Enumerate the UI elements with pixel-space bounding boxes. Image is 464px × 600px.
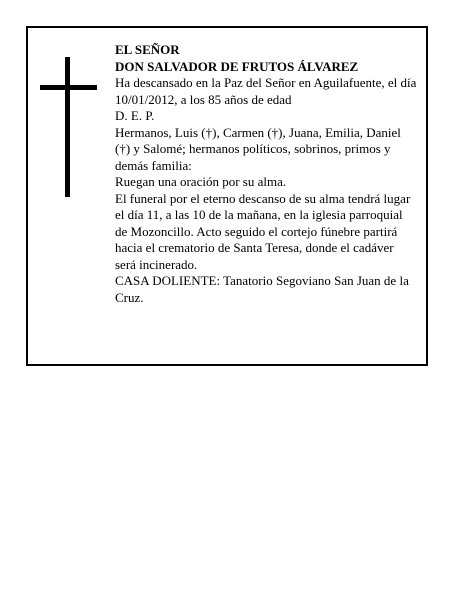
cross-vertical-bar [65, 57, 70, 197]
casa-doliente: CASA DOLIENTE: Tanatorio Segoviano San Juan de la Cruz. [115, 273, 409, 305]
notice-title-line1: EL SEÑOR [115, 42, 180, 57]
prayer-request: Ruegan una oración por su alma. [115, 174, 287, 189]
deceased-name: DON SALVADOR DE FRUTOS ÁLVAREZ [115, 58, 359, 74]
rip-line: D. E. P. [115, 108, 155, 123]
obituary-notice [26, 26, 428, 366]
family-list: Hermanos, Luis (†), Carmen (†), Juana, Emilia, Daniel (†) y Salomé; hermanos políticos, sobrinos, primos y demás familia: [115, 124, 401, 173]
funeral-details: El funeral por el eterno descanso de su alma tendrá lugar el día 11, a las 10 de la mañana, en la iglesia parroquial de Mozoncillo. Acto seguido el cortejo fúnebre partirá hacia el crematorio de Santa Teresa, donde el cadáver será incinerado. [115, 190, 411, 272]
notice-body [115, 42, 417, 306]
cross-horizontal-bar [40, 85, 97, 90]
death-announcement: Ha descansado en la Paz del Señor en Aguilafuente, el día 10/01/2012, a los 85 años de edad [115, 75, 417, 107]
